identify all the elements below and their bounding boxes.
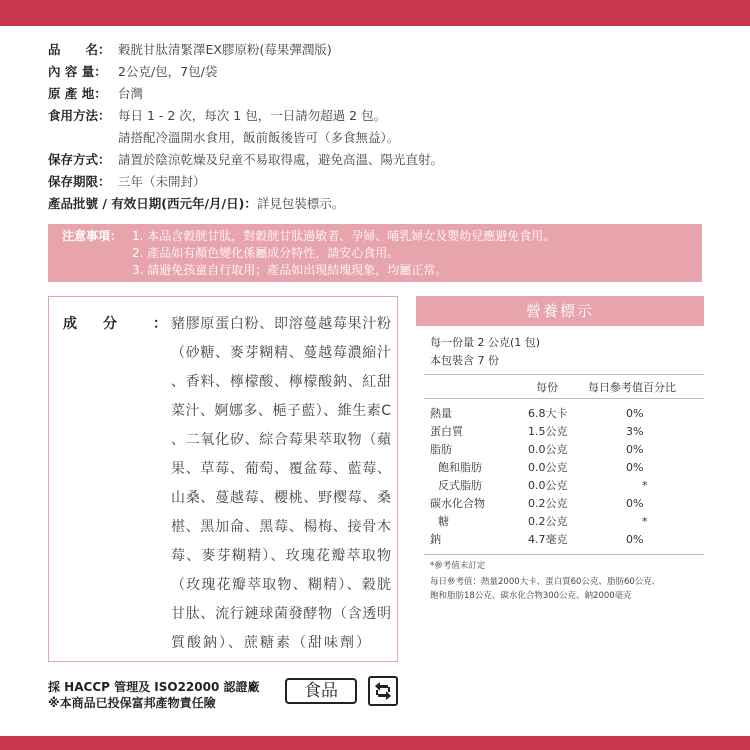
nutrient-name: 糖: [438, 515, 449, 528]
bottom-color-band: [0, 736, 750, 750]
ingredients-line: （玫瑰花瓣萃取物、糊精）、穀胱: [171, 577, 391, 593]
nutrient-per-serving: 0.0公克: [528, 479, 568, 492]
food-badge: 食品: [285, 678, 357, 704]
nutrient-daily-pct: 3%: [626, 425, 644, 438]
shelf-life-value: 三年（未開封）: [118, 174, 206, 189]
content-value: 2公克/包，7包/袋: [118, 64, 218, 79]
ingredients-line: 、香料、檸檬酸、檸檬酸鈉、紅甜: [171, 374, 391, 390]
nutrient-per-serving: 1.5公克: [528, 425, 568, 438]
col-daily-value: 每日參考值百分比: [588, 381, 676, 394]
haccp-statement: 採 HACCP 管理及 ISO22000 認證廠: [48, 680, 260, 694]
recycle-icon: [368, 676, 398, 706]
content-row: [48, 62, 217, 82]
footnote: *參考值未訂定: [430, 561, 486, 571]
notice-item: 2. 產品如有顏色變化係屬成分特性，請安心食用。: [132, 246, 400, 260]
notice-item: 1. 本品含穀胱甘肽，對穀胱甘肽過敏者、孕婦、哺乳婦女及嬰幼兒應避免食用。: [132, 229, 556, 243]
ingredients-line: 豬膠原蛋白粉、即溶蔓越莓果汁粉: [171, 316, 391, 332]
ingredients-line: 甘肽、流行鏈球菌發酵物（含透明: [171, 606, 391, 622]
nutrient-daily-pct: 0%: [626, 533, 644, 546]
divider: [424, 374, 704, 375]
nutrient-per-serving: 0.0公克: [528, 443, 568, 456]
storage-label: 保存方式：: [48, 152, 111, 167]
nutrition-title: 營養標示: [416, 296, 704, 326]
nutrient-daily-pct: 0%: [626, 497, 644, 510]
nutrient-daily-pct: 0%: [626, 407, 644, 420]
footnote: 飽和脂肪18公克、碳水化合物300公克、鈉2000毫克: [430, 591, 632, 601]
divider: [424, 398, 704, 399]
nutrient-name: 飽和脂肪: [438, 461, 482, 474]
ingredients-line: 山桑、蔓越莓、櫻桃、野樱莓、桑: [171, 490, 391, 506]
ingredients-panel: [48, 296, 398, 662]
nutrient-name: 鈉: [430, 533, 441, 546]
usage-value-1: 每日 1 - 2 次，每次 1 包，一日請勿超過 2 包。: [118, 108, 387, 123]
product-name-row: [48, 40, 332, 60]
ingredients-colon: ：: [153, 316, 167, 332]
nutrient-name: 脂肪: [430, 443, 452, 456]
nutrient-name: 熱量: [430, 407, 452, 420]
batch-value: 詳見包裝標示。: [256, 196, 345, 211]
shelf-life-label: 保存期限：: [48, 174, 111, 189]
storage-value: 請置於陰涼乾燥及兒童不易取得處，避免高溫、陽光直射。: [118, 152, 444, 167]
nutrient-per-serving: 0.2公克: [528, 497, 568, 510]
storage-row: [48, 150, 443, 170]
ingredients-line: 菜汁、婀娜多、梔子藍）、維生素C: [171, 403, 391, 419]
ingredients-line: 質酸鈉）、蔗糖素（甜味劑）: [171, 635, 372, 651]
divider: [424, 554, 704, 555]
origin-label: 原 產 地：: [48, 86, 107, 101]
product-name-value: 穀胱甘肽清緊澤EX膠原粉(莓果彈潤版): [118, 42, 332, 57]
shelf-life-row: [48, 172, 206, 192]
nutrient-daily-pct: *: [642, 515, 648, 528]
serving-size: 每一份量 2 公克(1 包): [430, 336, 541, 349]
product-name-label: 品 名：: [48, 42, 111, 57]
nutrient-per-serving: 0.2公克: [528, 515, 568, 528]
ingredients-line: 、二氧化矽、綜合莓果萃取物（蘋: [171, 432, 391, 448]
usage-row: [48, 106, 386, 126]
nutrient-daily-pct: 0%: [626, 443, 644, 456]
footnote: 每日參考值：熱量2000大卡、蛋白質60公克、脂肪60公克、: [430, 577, 661, 587]
nutrient-name: 蛋白質: [430, 425, 463, 438]
nutrient-name: 碳水化合物: [430, 497, 485, 510]
col-per-serving: 每份: [536, 381, 558, 394]
insurance-statement: ※本商品已投保富邦產物責任險: [48, 696, 216, 710]
ingredients-label: 成分: [63, 316, 143, 332]
nutrient-daily-pct: *: [642, 479, 648, 492]
nutrient-per-serving: 0.0公克: [528, 461, 568, 474]
servings-per-pack: 本包裝含 7 份: [430, 354, 499, 367]
nutrient-per-serving: 4.7毫克: [528, 533, 568, 546]
ingredients-line: （砂糖、麥芽糊精、蔓越莓濃縮汁: [171, 345, 391, 361]
ingredients-line: 莓、麥芽糊精）、玫瑰花瓣萃取物: [171, 548, 391, 564]
notice-panel: [48, 224, 702, 282]
batch-label: 產品批號 / 有效日期(西元年/月/日)：: [48, 196, 257, 211]
content-label: 內 容 量：: [48, 64, 107, 79]
nutrient-name: 反式脂肪: [438, 479, 482, 492]
origin-value: 台灣: [118, 86, 144, 101]
top-color-band: [0, 0, 750, 26]
usage-value-2: 請搭配冷溫開水食用，飯前飯後皆可（多食無益）。: [118, 130, 400, 145]
batch-row: [48, 194, 344, 214]
notice-label: 注意事項：: [62, 229, 123, 243]
ingredients-line: 果、草莓、葡萄、覆盆莓、藍莓、: [171, 461, 391, 477]
origin-row: [48, 84, 143, 104]
usage-label: 食用方法：: [48, 108, 111, 123]
nutrient-daily-pct: 0%: [626, 461, 644, 474]
ingredients-line: 椹、黑加侖、黑莓、楊梅、接骨木: [171, 519, 391, 535]
nutrient-per-serving: 6.8大卡: [528, 407, 568, 420]
notice-item: 3. 請避免孩童自行取用；產品如出現結塊現象，均屬正常。: [132, 263, 448, 277]
